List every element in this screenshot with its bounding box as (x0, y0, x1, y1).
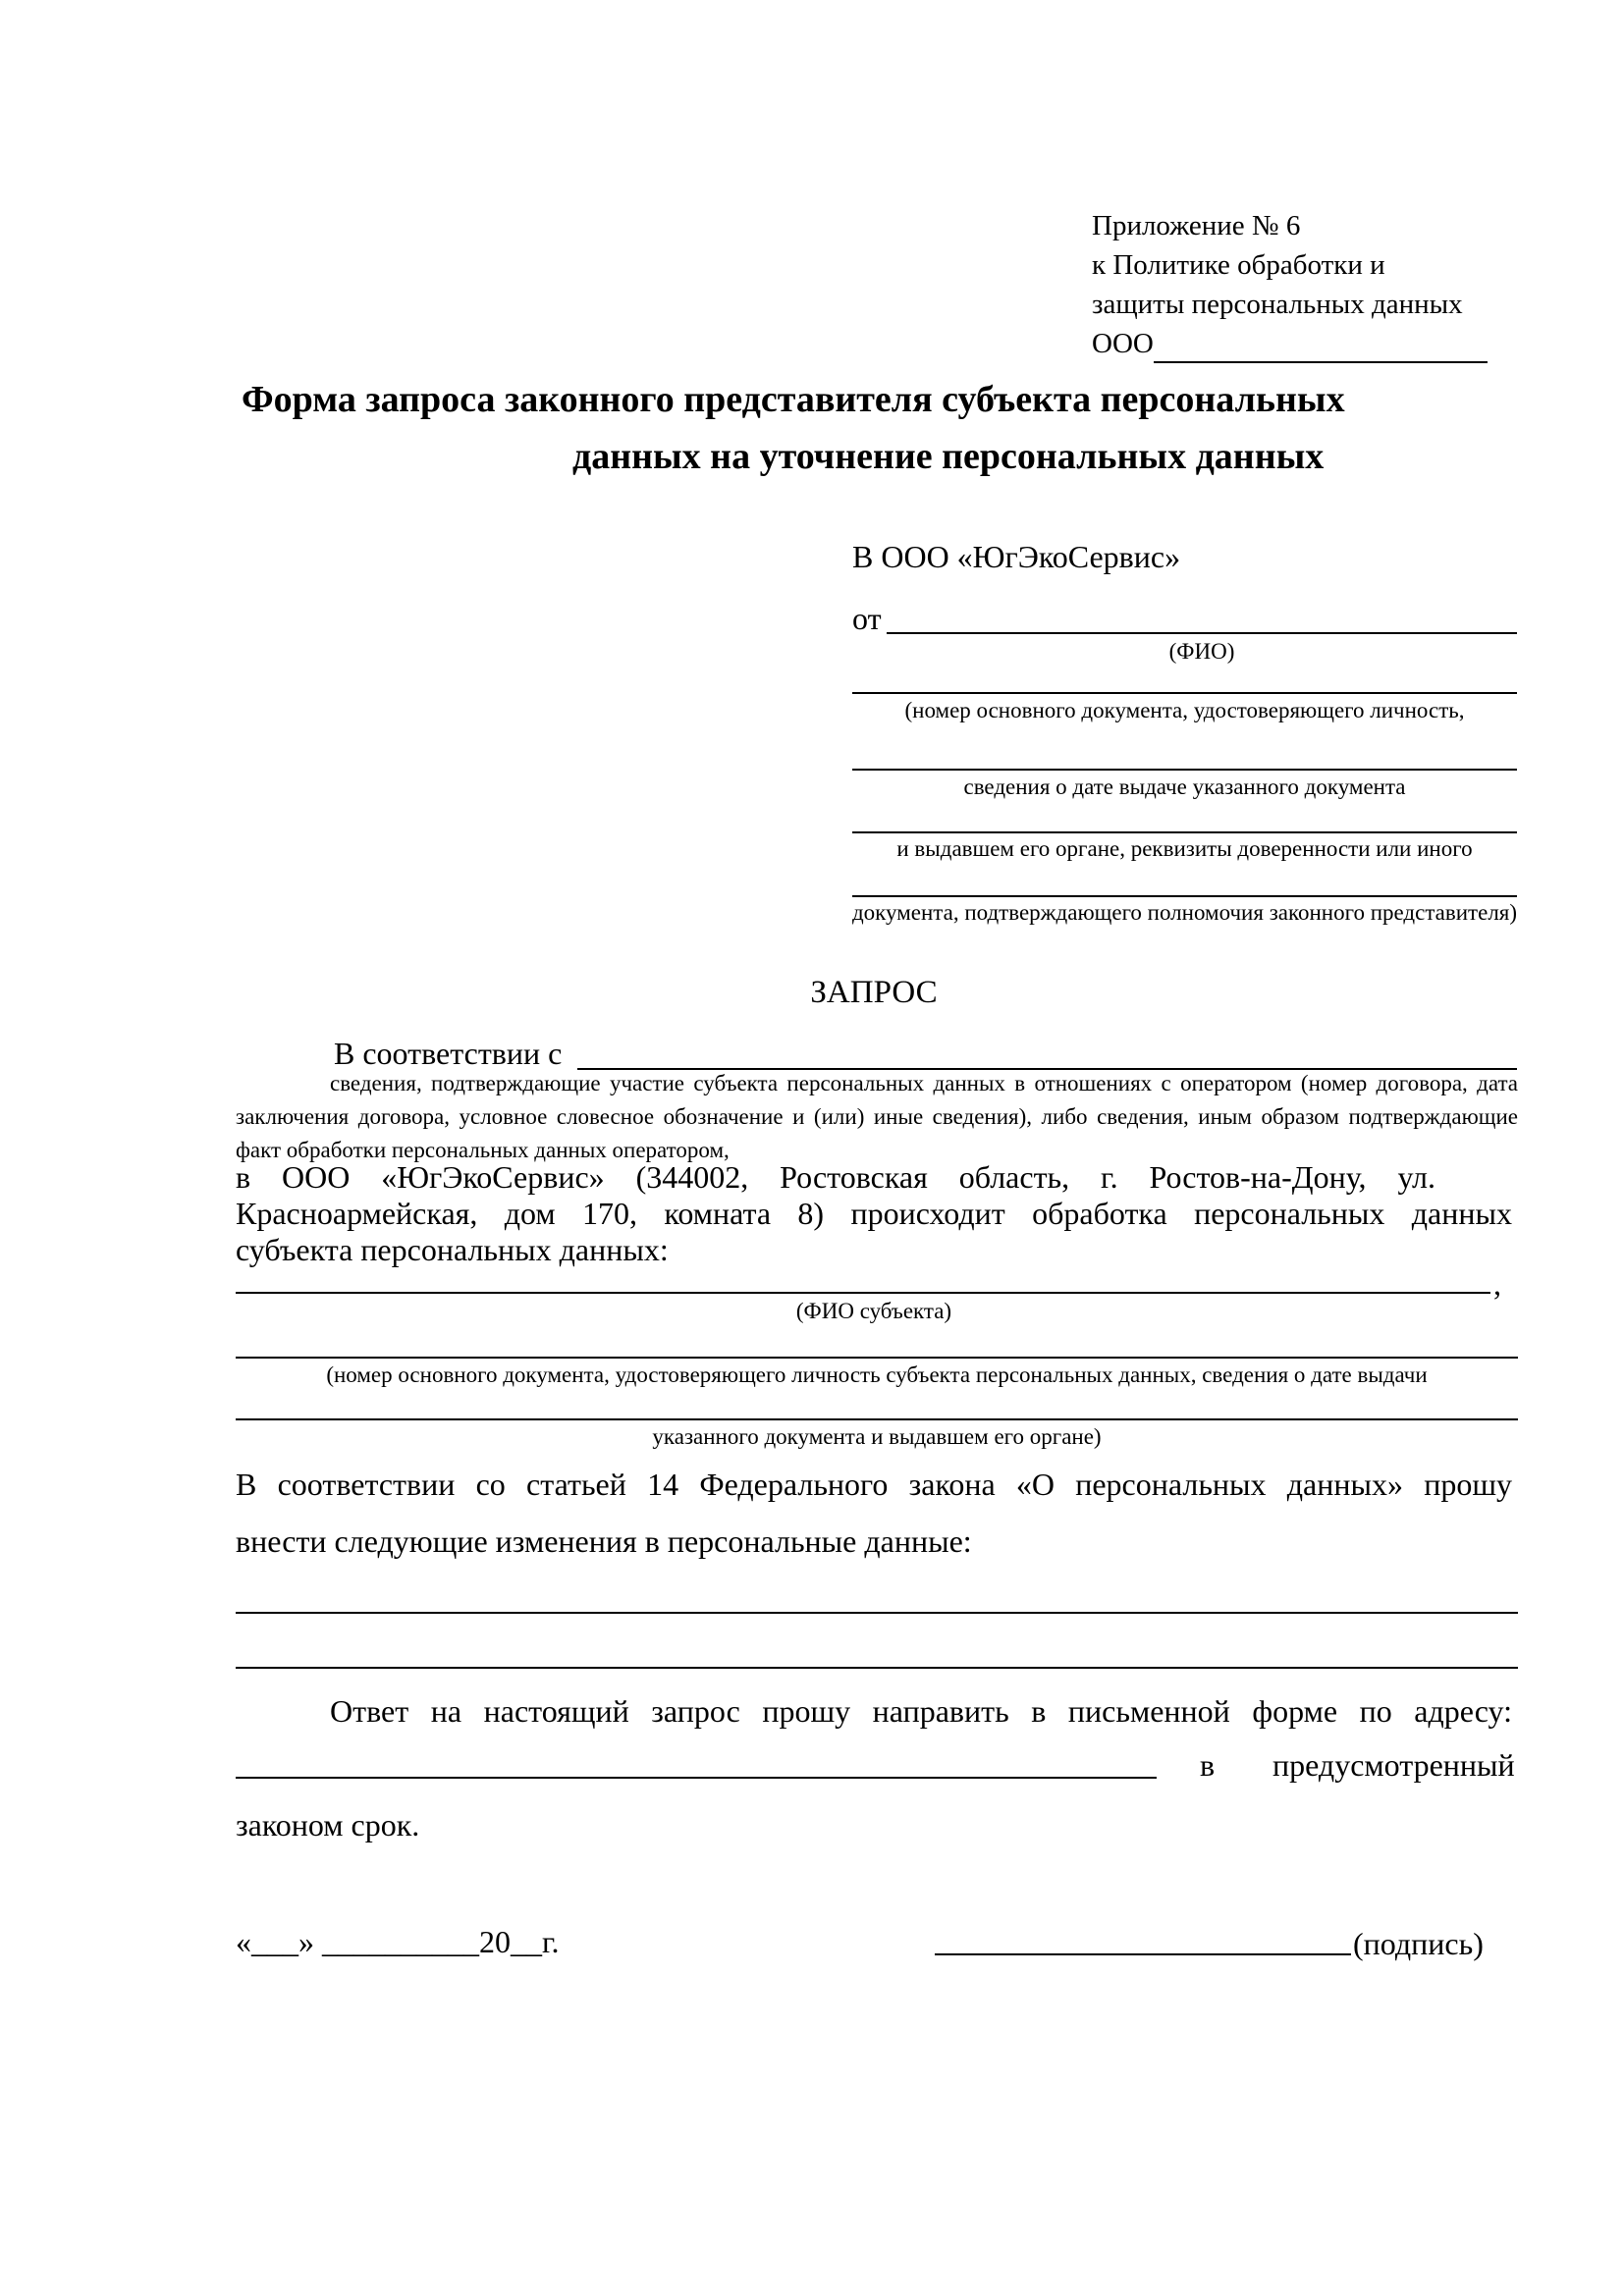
date-blank-text[interactable]: «___» __________20__г. (236, 1924, 560, 1959)
subject-fio-caption: (ФИО субъекта) (795, 1299, 952, 1323)
subject-fio-comma: , (1493, 1266, 1501, 1302)
from-label: от (852, 601, 882, 636)
appendix-line: защиты персональных данных (1092, 289, 1463, 320)
subject-document-caption-2: указанного документа и выдавшем его органе) (652, 1424, 1102, 1449)
accordance-blank-line[interactable] (577, 1039, 1517, 1070)
operator-paragraph-line-1: в ООО «ЮгЭкоСервис» (344002, Ростовская область, г. Ростов-на-Дону, ул. (236, 1159, 1435, 1195)
changes-blank-line-2[interactable] (236, 1637, 1518, 1669)
representative-document-caption-1: (номер основного документа, удостоверяющего личность, (904, 698, 1465, 722)
subject-fio-blank-line[interactable] (236, 1262, 1490, 1294)
addressee-org: В ООО «ЮгЭкоСервис» (852, 539, 1181, 574)
subject-document-blank-line-1[interactable] (236, 1327, 1518, 1359)
representative-document-blank-line-1[interactable] (852, 663, 1517, 694)
changes-blank-line-1[interactable] (236, 1582, 1518, 1614)
representative-document-caption-3: и выдавшем его органе, реквизиты доверенности или иного (896, 836, 1473, 861)
operator-paragraph-line-2: Красноармейская, дом 170, комната 8) происходит обработка персональных данных (236, 1196, 1512, 1231)
appendix-line: Приложение № 6 (1092, 210, 1301, 241)
representative-fio-blank-line[interactable] (887, 601, 1517, 634)
signature-blank-line[interactable] (935, 1924, 1351, 1955)
appendix-line: к Политике обработки и (1092, 249, 1385, 281)
representative-document-caption-2: сведения о дате выдаче указанного документа (963, 774, 1406, 799)
representative-document-caption-4: документа, подтверждающего полномочия законного представителя) (851, 900, 1518, 925)
document-title-line-1: Форма запроса законного представителя субъекта персональных (242, 379, 1345, 420)
accordance-prefix: В соответствии с (334, 1036, 563, 1071)
subject-document-blank-line-2[interactable] (236, 1389, 1518, 1420)
reply-word-v: в (1200, 1747, 1216, 1783)
representative-document-blank-line-2[interactable] (852, 739, 1517, 771)
reply-paragraph-line-3: законом срок. (236, 1807, 420, 1842)
subject-document-caption-1: (номер основного документа, удостоверяющего личность субъекта персональных данных, сведения о дате выдачи (326, 1362, 1428, 1387)
reply-address-blank-line[interactable] (236, 1747, 1157, 1779)
appendix-org-prefix: ООО (1092, 328, 1154, 359)
appendix-block (1092, 206, 1488, 363)
operator-paragraph-line-3: субъекта персональных данных: (236, 1232, 669, 1267)
reply-paragraph-line-1: Ответ на настоящий запрос прошу направить в письменной форме по адресу: (330, 1693, 1512, 1729)
appendix-org-blank-line[interactable] (1154, 361, 1488, 363)
request-heading: ЗАПРОС (810, 975, 938, 1010)
accordance-footnote: сведения, подтверждающие участие субъекта персональных данных в отношениях с оператором (номер договора, дата заключения договора, условное словесное обозначение и (или) иные сведения), либо сведения, иным образом подтверждающие факт обработки персональных данных оператором, (236, 1071, 1518, 1162)
reply-word-predusmotrenny: предусмотренный (1272, 1747, 1515, 1783)
representative-document-blank-line-3[interactable] (852, 802, 1517, 833)
law-paragraph-line-1: В соответствии со статьей 14 Федерального закона «О персональных данных» прошу (236, 1467, 1512, 1502)
representative-document-blank-line-4[interactable] (852, 866, 1517, 897)
signature-caption: (подпись) (1353, 1926, 1484, 1961)
fio-caption: (ФИО) (1168, 639, 1235, 664)
appendix-org-row (1092, 324, 1488, 363)
law-paragraph-line-2: внести следующие изменения в персональные данные: (236, 1523, 972, 1559)
document-title-line-2: данных на уточнение персональных данных (572, 436, 1325, 477)
